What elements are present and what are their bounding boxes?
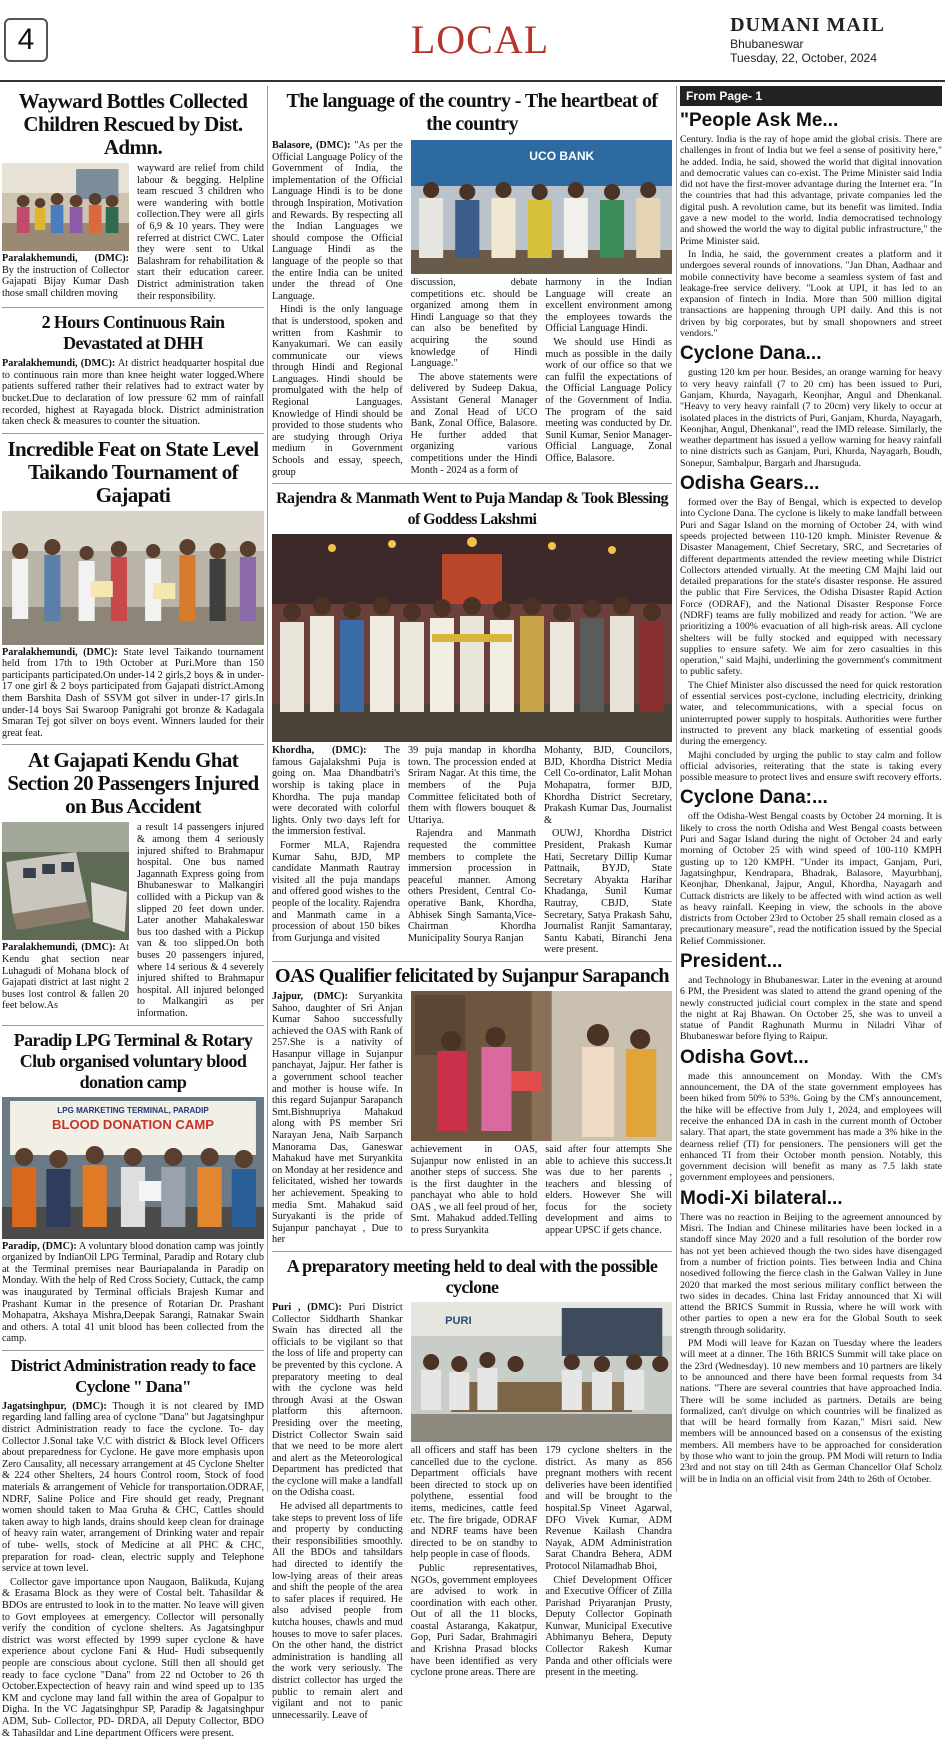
headline: Rajendra & Manmath Went to Puja Mandap & Took Blessing of Goddess Lakshmi (276, 490, 668, 529)
dateline: Balasore, (DMC): (272, 140, 351, 151)
headline: A preparatory meeting held to deal with the possible cyclone (286, 1255, 658, 1297)
story-text: Suryankita Sahoo, daughter of Sri Anjan Kumar Sahoo successfully achieved the OAS with Rank of 257.She is a nativity of Hasanpur village in Sujanpur panchayat, Jajpur. Her father is a government school teacher and mother is house wife. In this regard Sujanpur Sarapanch Smt.Bishnupriya Mahakud along with PS member Sri Narayan Jena, Naib Sarpanch Manorama Das, Ganeswar Mahakud have met Suryankita on Monday at her residence and felicitated, wished her towards her achievement. Speaking to media Smt. Mahakud said Suryakanti is the pride of Sujanpur panchayat , Due to her (272, 990, 403, 1246)
story-taikando (2, 438, 264, 746)
photo-puja-mandap-group (272, 534, 672, 742)
paper-city: Bhubaneswar (730, 37, 804, 51)
story-text: 39 puja mandap in khordha town. The procession ended at Sriram Nagar. At this time, the members of the Puja Committee felicitated both of them with flowers bouquet & Uttariya. (408, 745, 536, 826)
story-text: Mohanty, BJD, Councilors, BJD, Khordha District Media Cell Co-ordinator, Lalit Mohan Mohapatra, former BJD, Khordha District Secretary, Prakash Kumar Das, Journalist & (544, 745, 672, 826)
story-wayward-bottles (2, 90, 264, 308)
headline: President... (680, 951, 783, 972)
story-text: A voluntary blood donation camp was jointly organized by IndianOil LPG Terminal, Paradip and Rotary club at the Terminal premises near Bauriapalanda in Paradip on Monday. With the help of Red Cross Society, Cuttack, the camp was inaugurated by Terminal officials Brajesh Kumar and Prashant Kumar in the presence of Rotarian Dr. Prashant Mohapatra, Akshaya Mishra,Deepak Sarangi, Ratnakar Swain and others. A total 41 unit blood has been collected from the camp. (2, 1240, 265, 1345)
story-text: Former MLA, Rajendra Kumar Sahu, BJD, MP candidate Manmath Rautray visited all the puja mandaps and offered good wishes to the people of the locality. Rajendra and Manmath came in a procession of about 150 bikes from Gurjunga and visited (272, 839, 400, 944)
story-text: Century. India is the ray of hope amid the global crisis. There are challenges in front of India but we feel a sense of positivity here," he added. India, he said, showed the world that digital innovation and democratic values can co-exist. The Prime Minister said India did not have the first-mover advantage during the Internet era. "In the countries that had this advantage, private companies led the digital push. A revolution came, but its benefit was limited. India gave a new model to the world. India democratised technology and showed the world the way to digital public infrastructure," the Prime Minister said. (680, 134, 942, 247)
story-text: In India, he said, the government creates a platform and it undergoes several rounds of innovations. "Jan Dhan, Aadhaar and mobile connectivity have become a seamless system of fast and leakage-free service delivery. "Look at UPI, it has led to an expansion of fintech in India. More than 500 million digital transactions are happening through UPI daily. And this is not driven by big corporates, but by small shopowners and street vendors." (680, 248, 942, 340)
story-blood-donation (2, 1030, 264, 1351)
dateline: Paralakhemundi, (DMC): (2, 253, 129, 264)
photo-puri-meeting (411, 1302, 672, 1442)
from-page-banner: From Page- 1 (680, 86, 942, 106)
middle-column (272, 86, 672, 1723)
headline: Odisha Gears... (680, 473, 820, 495)
headline: Wayward Bottles Collected Children Rescued by Dist. Admn. (18, 89, 248, 159)
page-number: 4 (4, 18, 48, 62)
headline: Incredible Feat on State Level Taikando Tournament of Gajapati (7, 436, 259, 507)
dateline: Jagatsinghpur, (DMC): (2, 1400, 107, 1412)
headline: Cyclone Dana... (680, 343, 822, 365)
banner-text-2: BLOOD DONATION CAMP (51, 1116, 215, 1132)
story-text: He advised all departments to take steps to prevent loss of life and property by conducting their responsibilities smoothly. All the BDOs and tahsildars had directed to identify the low-lying areas of their areas and shift the people of the area to safer places if required. He also advised people from kutcha houses, chawls and mud houses to move to safer places. On the other hand, the district administration is handling all the work very seriously. The district collector has urged the public to remain alert and vigilant and not to panic unnecessarily. Leave of (272, 1501, 403, 1721)
sign-text: PURI (444, 1314, 472, 1327)
photo-taikando-winners (2, 511, 264, 645)
paper-name: DUMANI MAIL (730, 14, 885, 36)
right-column-continuations (680, 86, 942, 1487)
story-text: State level Taikando tournament held from 17th to 19th October at Puri.More than 150 participants participated.On under-14 2 girls,2 boys & in under-17 one girl & 2 boys participated from Gajapati district.Among them Barshita Dash of SSVM got silver in under-17 girls.In under-14 boys Sai Swaroop Panigrahi got bronze & Kadagala Smaran Tej got silver on boys event. Winners lauded for their great feat. (2, 646, 265, 739)
story-text: harmony in the Indian Language will create an excellent environment among the employees towards the Official Language Hindi. (545, 277, 673, 335)
story-text: By the instruction of Collector Gajapati Bijay Kumar Dash those small children moving (2, 264, 129, 299)
story-text: a result 14 passengers injured & among them 4 seriously injured shifted to Brahmapur hospital. One bus named Jagannath Express going from Bhubaneswar to Malkangiri collided with a Pickup van & slipped 20 feet down under. Later another Mahakaleswar bus too dashed with a Pickup van & too slipped.On both buses 20 passengers injured, where 14 serious & 4 severely injured shifted to Brahmapur hospital. All injured belonged to Malkangiri as per information. (137, 822, 264, 1019)
headline: Modi-Xi bilateral... (680, 1187, 843, 1209)
story-text: Hindi is the only language that is understood, spoken and written from Kashmir to Kanyakumari. We can easily communicate our views through Hindi and Regional Languages. Hindi should be promulgated with the help of Regional Languages. Knowledge of Hindi should be provided to those students who are studying through Oriya medium in Government Schools and essay, speech, group (272, 304, 403, 478)
bank-sign-text: UCO BANK (528, 149, 594, 163)
story-cyclone-dana-jagatsinghpur (2, 1355, 264, 1739)
story-text: said after four attempts She able to achieve this success.It was due to her parents , teachers and blessing of elders. However She will focus for the society development and aims to appear UPSC if gets chance. (545, 1143, 673, 1237)
masthead-rule (0, 80, 945, 82)
photo-blood-donation (2, 1097, 264, 1239)
story-bus-accident (2, 749, 264, 1025)
story-text: At district headquarter hospital due to continuous rain more than knee height water logged.Where patients suffered rather their relatives had to extract water by bucket.Due to declaration of low pressure 62 mm of rainfall recorded, highest at Rayagada block. District administration taken check & measures to counter the situation. (2, 358, 265, 428)
story-text: discussion, debate competitions etc. should be organized among them in Hindi Language so that they can also be benefited by acquiring the sound knowledge of Hindi Language." (410, 277, 538, 370)
banner-text: LPG MARKETING TERMINAL, PARADIP (57, 1105, 209, 1115)
story-rain-dhh (2, 312, 264, 434)
story-text: Public representatives, NGOs, government employees are advised to work in coordination with each other. Out of all the 11 blocks, coastal Astaranga, Kakatpur, Gop, Puri Sadar, Brahmagiri and Krishna Prasad blocks have been identified as very cyclone prone areas. There are (410, 1562, 538, 1679)
paper-date: Tuesday, 22, October, 2024 (730, 51, 877, 65)
column-divider (676, 86, 677, 1492)
dateline: Puri , (DMC): (272, 1301, 342, 1313)
photo-rescued-children (2, 163, 129, 251)
dateline: Jajpur, (DMC): (272, 990, 349, 1002)
story-text: wayward are relief from child labour & begging. Helpline team rescued 3 children who were wandering with bottle collection.They were all girls of 6,9 & 10 years. They were referred at district CWC. Later they were sent to Utkal Balashram for rehabilitation & start their education career. District administration taken their responsibility. (137, 163, 264, 302)
headline: District Administration ready to face Cyclone " Dana" (10, 1355, 256, 1396)
story-text: formed over the Bay of Bengal, which is expected to develop into Cyclone Dana. The cyclone is likely to make landfall between Puri and Sagar Island on the morning of October 24, with wind speeds projected between 110-120 kmph. Minister Revenue & Disaster Management, Chief Secretary, SRC, and Secretaries of different departments attended the review meeting while District Collectors attended virtually. At the meeting CM Majhi laid out detailed preparations for the state's disaster response. He assured the public that Fire Services, the Odisha Disaster Rapid Action Force (ODRAF), and the National Disaster Response Force (NDRF) teams are fully mobilized and ready for action. "We are prioritizing a 100% evacuation of all high-risk areas. All cyclone shelters will be fully stocked and equipped with necessary supplies to ensure safety. We aim for zero casualties in this operation," said Majhi, underlining the government's commitment to public safety. (680, 497, 942, 678)
story-text: made this announcement on Monday. With the CM's announcement, the DA of the state government employees has been hiked from 50% to 53%. Going by the CM's announcement, the hike will be effective from July 1, 2024, and employees will receive the enhanced DA in cash in the current month of October salary. That apart, the state government has made a 3% hike in the dearness relief (TI) for pensioners. The pensioners will get the enhanced TI from their October month pension. Notably, this government decision will benefit as many as 7.5 lakh state government employees and pensioners. (680, 1070, 942, 1184)
masthead (730, 14, 885, 65)
story-text: Though it is not cleared by IMD regarding land falling area of cyclone "Dana" but Jagatsinghpur district Administration ready to face the cyclone. To- day Collector J.Sonal take V.C with district & Block level Officers about preparedness for Cyclone. He gave more emphasis upon Zero Causality, all necessary arrangement at 45 Cyclone Shelter & 224 other Shelters, 24 hours Control room, Stock of food materials & arrangement of Vehicle for transportation.ODRAF, NDRF, Saline Police and Fire should get ready, Pregnant women should taken to Maa Gruha & CHC, Cattles should taken away to high lands, drains should keep clean for drainage of heavy rain water, arrangement of Drinking water and repair of tube- wells, stock of Medicine at all PHC & CHC, preparation for road- clean, electric supply and Telephone service at town level. (2, 1400, 264, 1575)
photo-oas-felicitation (411, 991, 672, 1141)
story-text: Collector gave importance upon Naugaon, Balikuda, Kujang & Erasama Block as they were of Costal belt. Tahasildar & BDOs are entrusted to look in to the matter. No leave will given to Govt employees at emergency. Collector will personally verify the condition of cyclone shelters. As Jagatsinghpur district was worst effected by 1999 super cyclone & have experience about cyclone Fani & Hud- Hudi subsequently people are conscious about cyclone. Still then all should get ready to face cyclone "Dana" from 22 nd October to 26 th October.Expectection of heavy rain and wind speed up to 135 KM and cyclone may land fall within the area of Gopalpur to Digha. In the VC Jagatsinghpur SP, Paradip & Jagatsinghpur ADM, Sub- Collector, PD- DRDA, all Deputy Collector, BDO & Tahasildar and Line department Officers were present. (2, 1576, 264, 1739)
headline: 2 Hours Continuous Rain Devastated at DHH (41, 312, 225, 354)
section-title: LOCAL (410, 17, 550, 62)
story-text: Puri District Collector Siddharth Shankar Swain has directed all the officials to be vigilant so that the loss of life and property can be prevented by this cyclone. A preparatory meeting to deal with the cyclone was held through Avasi at the Oswan platform this afternoon. Presiding over the meeting, District Collector Swain said that we need to be more alert and alert as the Meteorological Department has predicted that the cyclone will make a landfall on the Odisha coast. (272, 1301, 403, 1499)
dateline: Paralakhemundi, (DMC): (2, 942, 116, 954)
story-text: gusting 120 km per hour. Besides, an orange warning for heavy to very heavy rainfall (7 to 20 cm) has been issued to Puri, Ganjam, Khurda, Nayagarh, Keonjhar, Angul and Dhenkanal. "Heavy to very heavy rainfall (7 to 20cm) very likely to occur at isolated places in the districts of Puri, Ganjam, Khurda, Nayagarh, Keonjhar, Angul, Dhenkanal", read the IMD release. Similarly, the weather department has issued a yellow warning for heavy rainfall to nine districts such as Ganjam, Puri, Khurda, Nayagarh, Boudh, Sonepur, Sambalpur, Bargarh and Jharsuguda. (680, 367, 942, 469)
story-text: Chief Development Officer and Executive Officer of Zilla Parishad Priyaranjan Prusty, Deputy Collector Gopinath Kunwar, Municipal Executive Abhimanyu Behera, Deputy Collector Rakesh Kumar Panda and other officials were present in the meeting. (545, 1574, 673, 1679)
headline: The language of the country - The heartbeat of the country (286, 90, 658, 135)
story-oas-qualifier (272, 966, 672, 1252)
headline: Odisha Govt... (680, 1046, 809, 1068)
story-text: 179 cyclone shelters in the district. As many as 856 pregnant mothers with recent deliveries have been identified and will be brought to the hospital.Sp Vineet Agarwal, DFO Vivek Kumar, ADM Revenue Kailash Chandra Nayak, ADM Administration Sarat Chandra Behera, ADM Protocol Nilamadhab Bhoi, (545, 1444, 673, 1572)
story-text: PM Modi will leave for Kazan on Tuesday where the leaders will meet at a dinner. The 16th BRICS Summit will take place on the 23rd (Wednesday). 10 new members and 10 partners are likely to be announced and there have been formal requests from 34 nations. "There are several countries that have approached India. There will be some included as partners. Details are being formalized, can't divulge on which countries will be finalized as that will be heard formally from Kazan," Misri said. New members will be announced based on a consensus of the existing members. All members have to be approached for consideration by those who want to join the group. PM Modi will return to India 23rd and not stay on till 24th as German Chancellor Olaf Scholz will be in India on an official visit from 24th to 26th of October. (680, 1338, 942, 1485)
story-text: We should use Hindi as much as possible in the daily work of our office so that we can fulfil the expectations of the Official Language Policy of the Government of India. The program of the said meeting was conducted by Dr. Sunil Kumar, Senior Manager- Official Language, Zonal Office, Balasore. (545, 336, 673, 464)
headline: Cyclone Dana:... (680, 787, 828, 809)
column-divider (267, 86, 268, 1492)
story-text: There was no reaction in Beijing to the agreement announced by Misri. The Indian and Chinese militaries have been locked in a standoff since May 2020 and a full resolution of the border row has not yet been achieved though the two sides have disengaged from a number of friction points. Ties between India and China nosedived following the fierce clash in the Galwan Valley in June 2020 that marked the most serious military conflict between the two sides in decades. China last Friday announced that Xi will attend the BRICS Summit in Russia, where he will work with other parties to open a new era for the Global South to seek strength through solidarity. (680, 1211, 942, 1336)
story-text: OUWJ, Khordha District President, Prakash Kumar Hati, Secretary Dillip Kumar Pattnaik, BYJD, State Secretary Abyakta Harihar Khadanga, Sunil Kumar Rautray, CBJD, State Secretary, Satya Prakash Sahu, Journalist Ranjit Samantaray, Santu Kabati, Biranchi Jena were present. (544, 828, 672, 956)
story-text: and Technology in Bhubaneswar. Later in the evening at around 6 PM, the President was slated to attend the grand opening of the newly constructed judicial court complex in the state and spend the night at Raj Bhawan. On October 25, she was to unveil a statue of Pandit Raghunath Murmu in Niladri Vihar of Bhubaneswar before flying to Raipur. (680, 975, 942, 1043)
story-text: The famous Gajalakshmi Puja is going on. Maa Dhandbatri's worship is taking place in Khordha. The puja mandap were decorated with colorful lights. Only two days left for the immersion festival. (272, 745, 400, 838)
story-text: off the Odisha-West Bengal coasts by October 24 morning. It is likely to cross the north Odisha and West Bengal coasts between Puri and Sagar Island during the night of October 24 and early morning of October 25 with wind speed of 100-110 KMPH gusting up to 120 KMPH. "Under its impact, Ganjam, Puri, Jagatsinghpur, Kendrapara, Bhadrak, Balasore, Mayurbhanj, Keonjhar, Dhenkanal, Jajpur, Angul, Khordha, Nayagarh and Cuttack districts are likely to be affected with wind action as well as heavy rainfall. Keeping in view, the schools in the above districts from October 23rd to October 25 shall remain closed as a precautionary measure", read the notification issued by the Special Relief Commissioner. (680, 811, 942, 947)
story-text: The above statements were delivered by Sudeep Dakua, Assistant General Manager and Zonal Head of UCO Bank, Zonal Office, Balasore. He further added that organizing various competitions under the Hindi Month - 2024 as a form of (410, 371, 538, 476)
photo-uco-bank-event (411, 140, 672, 274)
headline: Paradip LPG Terminal & Rotary Club organised voluntary blood donation camp (13, 1029, 253, 1092)
headline: "People Ask Me... (680, 110, 839, 131)
story-text: "As per the Official Language Policy of the Government of India, the implementation of the Official Language Hindi is to be done through Inspiration, Motivation and Rewards. By respecting all the Indian Languages we should compose the Official Language Hindi as the language of the people so that the entire India can be united under the thread of One Language. (272, 140, 403, 302)
story-text: all officers and staff has been cancelled due to the cyclone. Department officials have been directed to stock up on polythene, essential food items, medicines, cattle feed etc. The fire brigade, ODRAF and NDRF teams have been directed to be on standby to help people in case of floods. (410, 1444, 538, 1561)
dateline: Khordha, (DMC): (272, 745, 367, 757)
left-column (2, 86, 264, 1741)
story-puri-cyclone-meeting (272, 1256, 672, 1723)
dateline: Paralakhemundi, (DMC): (2, 358, 116, 370)
story-text: achievement in OAS, Sujanpur now enlisted in an another steps of success. She is the first daughter in the panchayat who able to hold OAS , we all feel proud of her, Smt. Mahakud added.Telling to press Suryankita (410, 1143, 538, 1237)
story-text: The Chief Minister also discussed the need for quick restoration of essential services post-cyclone, including electricity, drinking water, and telecommunications, with a special focus on uninterrupted power supply to hospitals. Authorities were further instructed to prevent any black marketing of essential goods during the emergency. (680, 679, 942, 748)
headline: At Gajapati Kendu Ghat Section 20 Passengers Injured on Bus Accident (7, 748, 259, 819)
story-text: At Kendu ghat section near Luhagudi of Mohana block of Gajapati district at last night 2 buses lost control & fallen 20 feet below.As (2, 942, 130, 1012)
story-text: Majhi concluded by urging the public to stay calm and follow official advisories, reiterating that the state is taking every possible measure to protect lives and ensure swift recovery efforts. (680, 749, 942, 784)
story-hindi-language (272, 90, 672, 484)
story-puja-mandap (272, 488, 672, 962)
headline: OAS Qualifier felicitated by Sujanpur Sarapanch (275, 964, 669, 987)
dateline: Paradip, (DMC): (2, 1240, 77, 1252)
dateline: Paralakhemundi, (DMC): (2, 646, 118, 658)
photo-bus-accident (2, 822, 129, 940)
story-text: Rajendra and Manmath requested the committee members to complete the immersion procession in peaceful manner. Among others President, Central Co-operative Bank, Khordha, Abhisek Singh Samanta,Vice-Chairman Khordha Municipality Sourya Ranjan (408, 828, 536, 944)
